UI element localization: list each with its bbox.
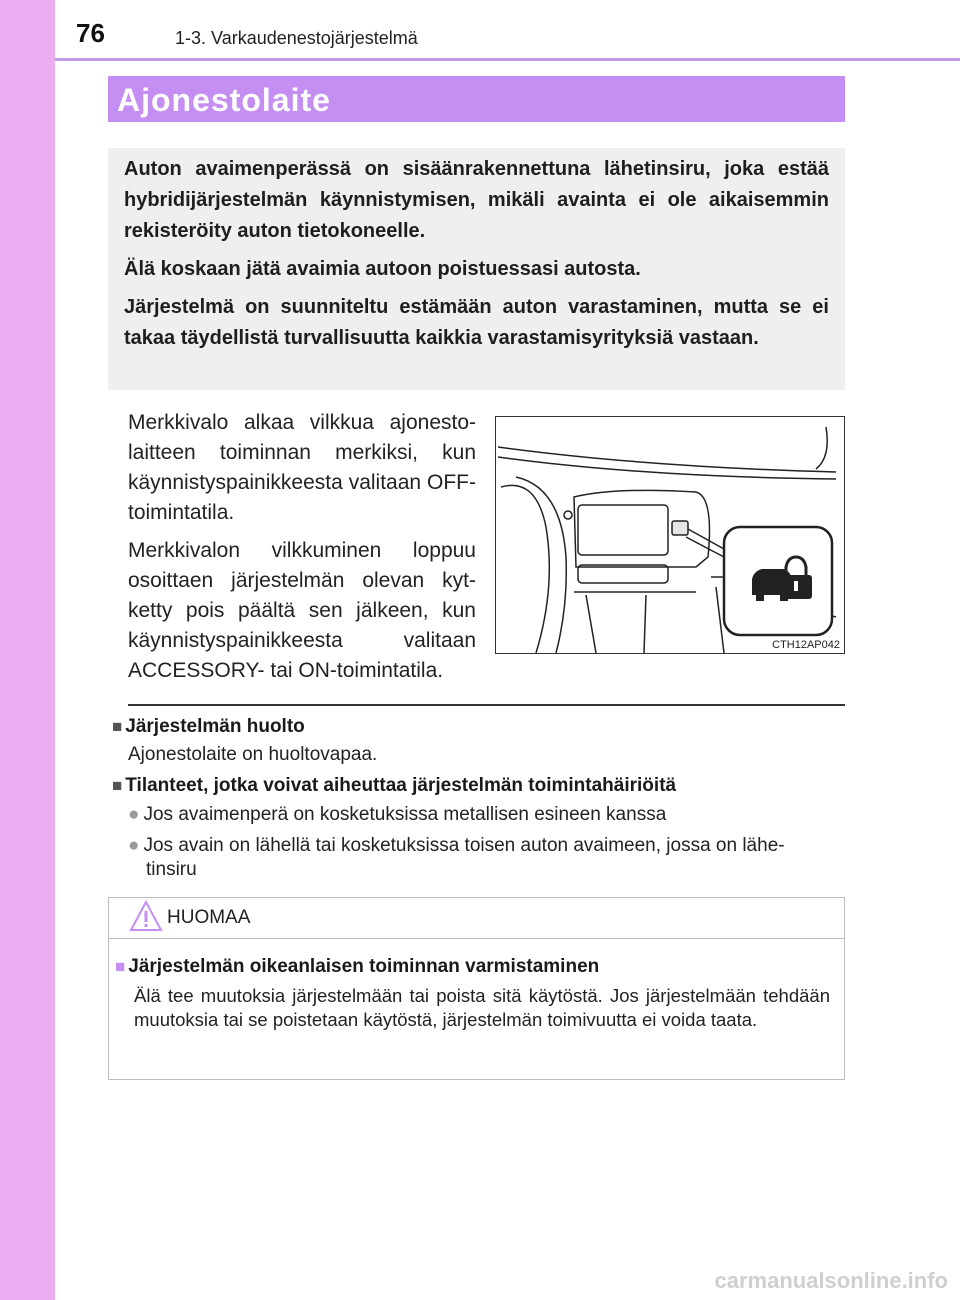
square-bullet-icon: ■	[115, 957, 126, 976]
body-paragraph: Merkkivalon vilkkuminen loppuu osoittaen järjestelmän olevan kyt-ketty pois päältä sen jälkeen, kun käynnistyspainikkeesta valitaan ACCESSORY- tai ON-toimintatila.	[128, 539, 476, 682]
notice-box	[108, 897, 845, 1080]
notice-heading: ■ Järjestelmän oikeanlaisen toiminnan varmistaminen	[115, 956, 600, 977]
divider	[128, 704, 845, 706]
square-bullet-icon: ■	[112, 776, 123, 795]
summary-box	[108, 148, 845, 390]
list-item: ● Jos avaimenperä on kosketuksissa metallisen esineen kanssa	[128, 804, 667, 825]
header-rule	[55, 58, 960, 61]
list-item: ● Jos avain on lähellä tai kosketuksissa toisen auton avaimeen, jossa on lähe- tinsiru	[128, 835, 785, 880]
dashboard-illustration	[495, 416, 845, 654]
body-paragraph: Merkkivalo alkaa vilkkua ajonesto-laitteen toiminnan merkiksi, kun käynnistyspainikkeesta valitaan OFF-toimintatila.	[128, 411, 476, 524]
section-heading-malfunction: ■ Tilanteet, jotka voivat aiheuttaa järjestelmän toimintahäiriöitä	[112, 775, 677, 796]
notice-text: Älä tee muutoksia järjestelmään tai poista sitä käytöstä. Jos järjestelmään tehdään muutoksia tai se poistetaan käytöstä, järjestelmän toimivuutta ei voida taata.	[134, 985, 830, 1030]
page-sidebar	[0, 0, 55, 1300]
summary-paragraph: Auton avaimenperässä on sisäänrakennettuna lähetinsiru, joka estää hybridijärjestelmän käynnistymisen, mikäli avainta ei ole aikaisemmin rekisteröity auton tietokoneelle.	[124, 158, 829, 242]
circle-bullet-icon: ●	[128, 804, 140, 825]
summary-paragraph: Järjestelmä on suunniteltu estämään auton varastaminen, mutta se ei takaa täydellistä turvallisuutta kaikkia varastamisyrityksiä vastaan.	[124, 296, 829, 349]
figure-label: CTH12AP042	[772, 639, 840, 651]
notice-header	[109, 898, 844, 939]
notice-title: HUOMAA	[167, 907, 251, 928]
watermark: carmanualsonline.info	[714, 1268, 948, 1293]
circle-bullet-icon: ●	[128, 835, 140, 856]
section-title: 1-3. Varkaudenestojärjestelmä	[175, 28, 418, 48]
warning-icon	[129, 900, 163, 932]
dashboard-drawing	[496, 417, 844, 653]
page-title: Ajonestolaite	[117, 82, 331, 118]
maintenance-text: Ajonestolaite on huoltovapaa.	[128, 744, 378, 765]
summary-paragraph: Älä koskaan jätä avaimia autoon poistuessasi autosta.	[124, 258, 641, 280]
body-text	[128, 408, 476, 694]
section-heading-maintenance: ■ Järjestelmän huolto	[112, 716, 305, 737]
page-number: 76	[76, 18, 105, 48]
square-bullet-icon: ■	[112, 717, 123, 736]
